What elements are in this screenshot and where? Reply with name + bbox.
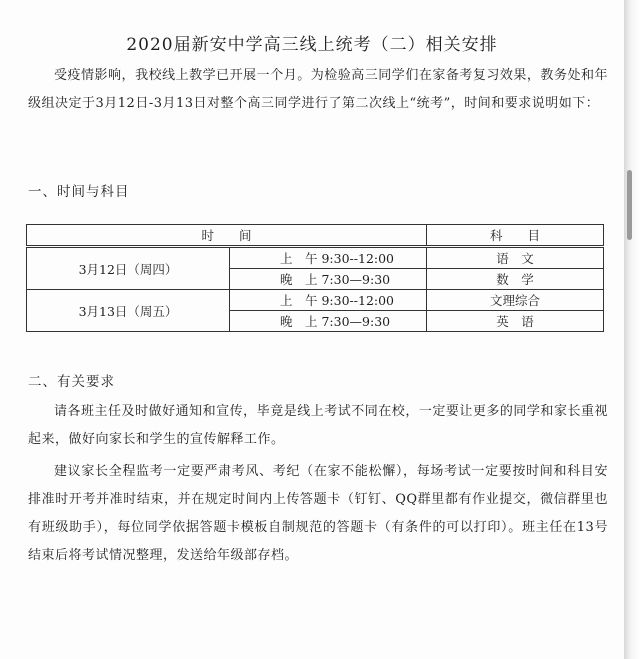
table-row xyxy=(27,247,604,269)
scrollbar-thumb[interactable] xyxy=(627,170,632,240)
time-cell: 上 午 9:30--12:00 xyxy=(230,290,427,311)
time-cell: 晚 上 7:30—9:30 xyxy=(230,311,427,332)
section-heading-schedule: 一、时间与科目 xyxy=(28,184,130,200)
schedule-table xyxy=(26,224,604,332)
subject-cell: 语 文 xyxy=(427,247,604,269)
page-edge xyxy=(624,0,640,659)
section-heading-requirements: 二、有关要求 xyxy=(28,374,115,390)
subject-cell: 数 学 xyxy=(427,269,604,290)
date-cell: 3月13日（周五） xyxy=(27,290,230,332)
time-cell: 上 午 9:30--12:00 xyxy=(230,247,427,269)
header-time: 时 间 xyxy=(27,225,427,247)
subject-cell: 文理综合 xyxy=(427,290,604,311)
header-subject: 科 目 xyxy=(427,225,604,247)
requirement-paragraph-2: 建议家长全程监考一定要严肃考风、考纪（在家不能松懈），每场考试一定要按时间和科目安排准时开考并准时结束，并在规定时间内上传答题卡（钉钉、QQ群里都有作业提交，微信群里也有班级助手），每位同学依据答题卡模板自制规范的答题卡（有条件的可以打印）。班主任在13号结束后将考试情况整理，发送给年级部存档。 xyxy=(28,464,608,563)
table-row xyxy=(27,290,604,311)
date-cell: 3月12日（周四） xyxy=(27,247,230,290)
table-header-row xyxy=(27,225,604,247)
time-cell: 晚 上 7:30—9:30 xyxy=(230,269,427,290)
intro-paragraph: 受疫情影响，我校线上教学已开展一个月。为检验高三同学们在家备考复习效果，教务处和年级组决定于3月12日-3月13日对整个高三同学进行了第二次线上“统考”，时间和要求说明如下： xyxy=(28,68,608,111)
subject-cell: 英 语 xyxy=(427,311,604,332)
document-title: 2020届新安中学高三线上统考（二）相关安排 xyxy=(126,35,498,55)
requirement-paragraph-1: 请各班主任及时做好通知和宣传，毕竟是线上考试不同在校，一定要让更多的同学和家长重视起来，做好向家长和学生的宣传解释工作。 xyxy=(28,404,608,447)
